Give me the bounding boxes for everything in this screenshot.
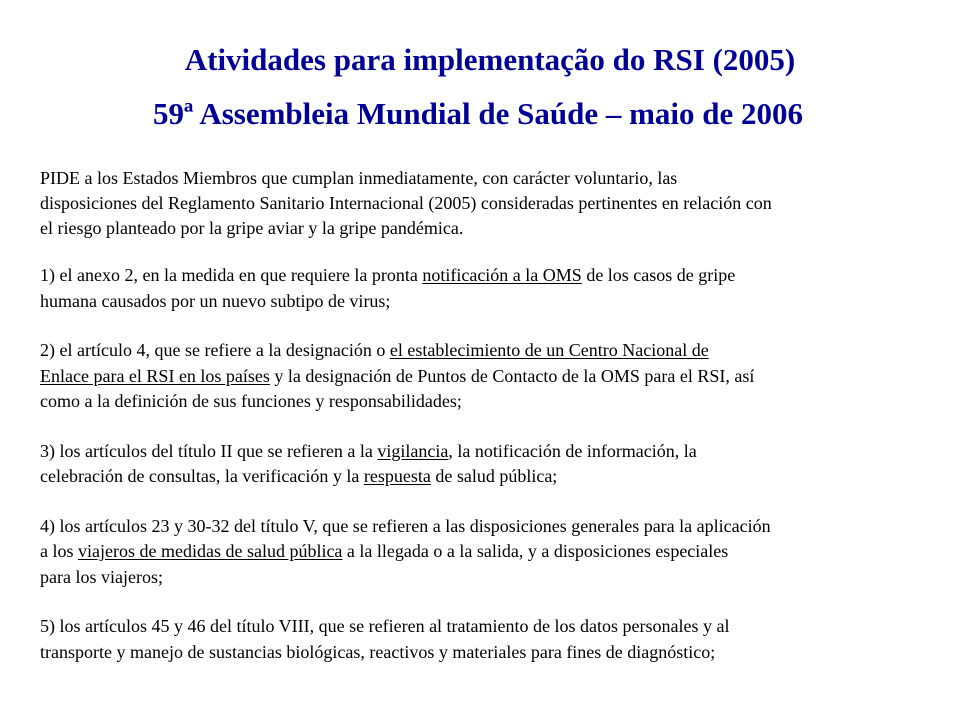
text-segment: celebración de consultas, la verificación y la — [40, 466, 364, 486]
provisions-list — [40, 263, 930, 689]
list-item-line: humana causados por un nuevo subtipo de virus; — [40, 290, 391, 311]
list-item-line — [40, 464, 930, 490]
intro-line: disposiciones del Reglamento Sanitario Internacional (2005) consideradas pertinentes en relación con — [40, 193, 772, 213]
list-item-article-4 — [40, 338, 930, 415]
slide-title: Atividades para implementação do RSI (2005) — [184, 42, 796, 77]
underlined-text: notificación a la OMS — [422, 265, 582, 285]
list-item-line: para los viajeros; — [40, 566, 163, 587]
underlined-text: respuesta — [363, 466, 431, 486]
list-item-line: como a la definición de sus funciones y responsabilidades; — [40, 391, 462, 411]
text-segment: de salud pública; — [430, 466, 558, 486]
list-item-line: 5) los artículos 45 y 46 del título VIII, que se refieren al tratamiento de los datos personales y al — [40, 616, 730, 636]
intro-line: el riesgo planteado por la gripe aviar y la gripe pandémica. — [40, 218, 464, 238]
text-segment: 2) el artículo 4, que se refiere a la designación o — [40, 340, 390, 360]
underlined-text: viajeros de medidas de salud pública — [78, 541, 343, 561]
text-segment: , la notificación de información, la — [448, 440, 697, 461]
text-segment: 3) los artículos del título II que se refieren a la — [40, 440, 378, 461]
list-item-line — [40, 439, 930, 465]
list-item-line — [40, 364, 930, 390]
text-segment: de los casos de gripe — [581, 265, 736, 285]
slide-subtitle: 59ª Assembleia Mundial de Saúde – maio de 2006 — [152, 96, 804, 131]
intro-line: PIDE a los Estados Miembros que cumplan inmediatamente, con carácter voluntario, las — [40, 168, 678, 188]
intro-paragraph — [40, 166, 930, 241]
list-item-line: transporte y manejo de sustancias biológicas, reactivos y materiales para fines de diagnóstico; — [40, 641, 716, 662]
list-item-annex-2 — [40, 263, 930, 314]
underlined-text: vigilancia — [377, 440, 449, 461]
list-item-line: 4) los artículos 23 y 30-32 del título V, que se refieren a las disposiciones generales para la aplicación — [40, 515, 771, 536]
text-segment: 1) el anexo 2, en la medida en que requiere la pronta — [40, 265, 423, 285]
underlined-text: el establecimiento de un Centro Nacional de — [389, 340, 709, 360]
text-segment: y la designación de Puntos de Contacto de la OMS para el RSI, así — [269, 365, 755, 386]
list-item-line — [40, 263, 930, 289]
list-item-title-v — [40, 514, 930, 591]
underlined-text: Enlace para el RSI en los países — [40, 365, 270, 386]
list-item-title-ii — [40, 439, 930, 490]
text-segment: a la llegada o a la salida, y a disposiciones especiales — [342, 541, 729, 561]
list-item-title-viii — [40, 614, 930, 665]
list-item-line — [40, 539, 930, 565]
text-segment: a los — [40, 541, 78, 561]
list-item-line — [40, 338, 930, 364]
